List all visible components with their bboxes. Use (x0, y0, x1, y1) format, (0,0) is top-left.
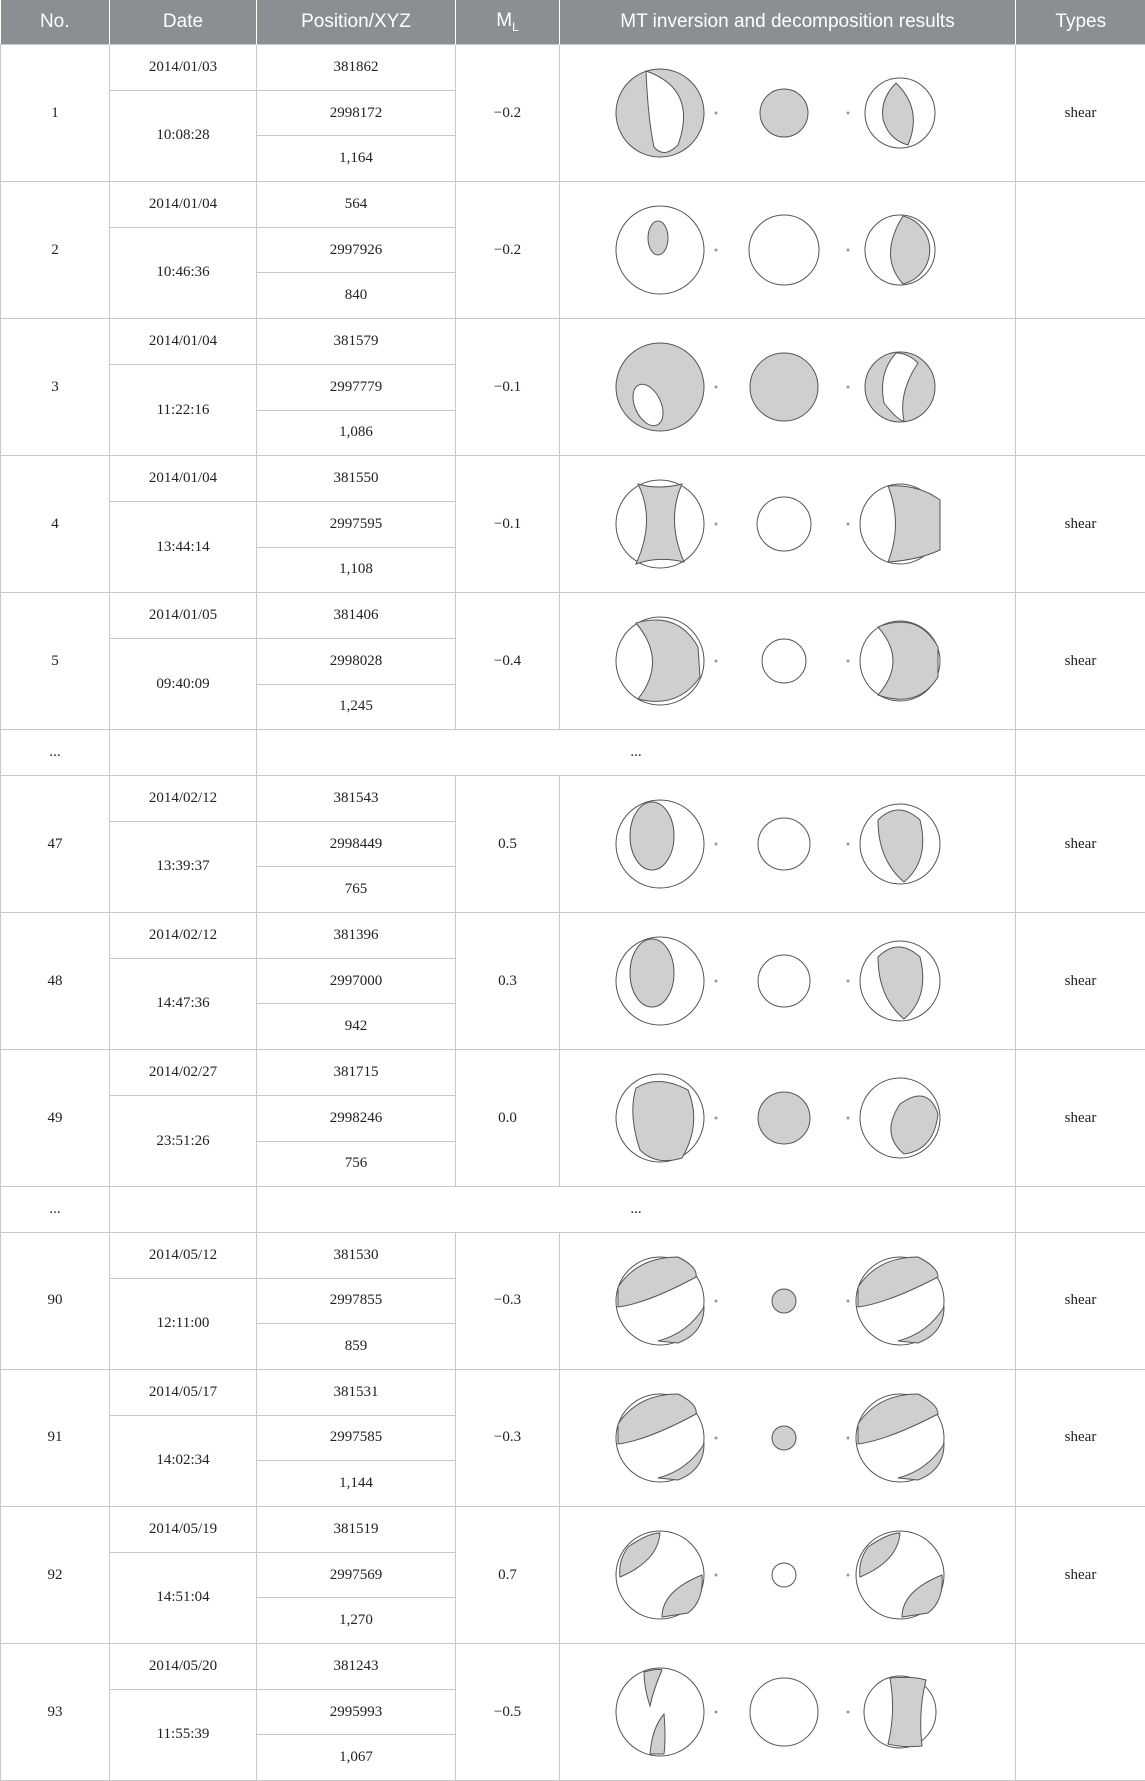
connector-dot (714, 249, 717, 252)
event-no: 48 (1, 913, 110, 1050)
position-x: 381579 (257, 319, 456, 365)
header-ml (456, 0, 560, 45)
event-ml: −0.1 (456, 319, 560, 456)
event-date: 2014/05/17 (110, 1369, 257, 1415)
event-ml: −0.5 (456, 1644, 560, 1781)
event-no: 92 (1, 1507, 110, 1644)
event-type: shear (1016, 1232, 1145, 1369)
event-time: 11:22:16 (110, 364, 257, 455)
beachball-figure (578, 186, 998, 314)
event-no: 2 (1, 182, 110, 319)
beachball-figure (578, 1648, 998, 1776)
position-z: 1,144 (257, 1461, 456, 1507)
event-type: shear (1016, 776, 1145, 913)
event-ml: −0.1 (456, 456, 560, 593)
position-z: 1,270 (257, 1598, 456, 1644)
connector-dot (714, 1299, 717, 1302)
event-time: 14:51:04 (110, 1552, 257, 1643)
position-y: 2998246 (257, 1095, 456, 1141)
ellipsis-no: ... (1, 1187, 110, 1233)
connector-dot (846, 386, 849, 389)
connector-dot (714, 1436, 717, 1439)
connector-dot (846, 843, 849, 846)
table-row (1, 913, 1145, 959)
event-type: shear (1016, 45, 1145, 182)
connector-dot (846, 1711, 849, 1714)
event-type: shear (1016, 1369, 1145, 1506)
connector-dot (714, 112, 717, 115)
mt-figure-cell (560, 1232, 1016, 1369)
event-ml: −0.3 (456, 1232, 560, 1369)
ellipsis-mt: ... (257, 1187, 1016, 1233)
position-y: 2997926 (257, 227, 456, 273)
mt-figure-cell (560, 1369, 1016, 1506)
header-types: Types (1016, 0, 1145, 45)
mt-figure-cell (560, 776, 1016, 913)
position-z: 1,086 (257, 410, 456, 456)
position-y: 2997585 (257, 1415, 456, 1461)
position-y: 2995993 (257, 1689, 456, 1735)
header-position: Position/XYZ (257, 0, 456, 45)
table-row (1, 776, 1145, 822)
position-z: 859 (257, 1324, 456, 1370)
position-x: 381396 (257, 913, 456, 959)
ellipsis-blank (1016, 730, 1145, 776)
position-z: 840 (257, 273, 456, 319)
position-y: 2998172 (257, 90, 456, 136)
event-date: 2014/02/12 (110, 776, 257, 822)
event-time: 14:02:34 (110, 1415, 257, 1506)
beachball-figure (578, 323, 998, 451)
connector-dot (846, 112, 849, 115)
table-row (1, 1507, 1145, 1553)
position-x: 564 (257, 182, 456, 228)
event-time: 09:40:09 (110, 638, 257, 729)
ellipsis-blank (110, 1187, 257, 1233)
connector-dot (714, 1711, 717, 1714)
position-x: 381715 (257, 1050, 456, 1096)
position-z: 1,067 (257, 1735, 456, 1781)
table-row (1, 319, 1145, 365)
event-ml: −0.4 (456, 593, 560, 730)
position-x: 381543 (257, 776, 456, 822)
position-z: 1,245 (257, 684, 456, 730)
event-date: 2014/01/03 (110, 45, 257, 91)
event-no: 4 (1, 456, 110, 593)
event-date: 2014/02/27 (110, 1050, 257, 1096)
position-z: 1,164 (257, 136, 456, 182)
event-time: 13:44:14 (110, 501, 257, 592)
header-ml-main: M (496, 10, 512, 31)
position-y: 2997855 (257, 1278, 456, 1324)
ellipsis-no: ... (1, 730, 110, 776)
event-time: 13:39:37 (110, 821, 257, 912)
event-date: 2014/01/04 (110, 182, 257, 228)
mt-figure-cell (560, 182, 1016, 319)
event-ml: −0.2 (456, 45, 560, 182)
position-z: 942 (257, 1004, 456, 1050)
header-row (1, 0, 1145, 45)
event-time: 11:55:39 (110, 1689, 257, 1780)
event-no: 90 (1, 1232, 110, 1369)
ellipsis-row (1, 730, 1145, 776)
event-ml: 0.3 (456, 913, 560, 1050)
connector-dot (846, 249, 849, 252)
event-no: 91 (1, 1369, 110, 1506)
event-date: 2014/01/05 (110, 593, 257, 639)
ellipsis-row (1, 1187, 1145, 1233)
position-x: 381530 (257, 1232, 456, 1278)
beachball-figure (578, 1511, 998, 1639)
connector-dot (714, 660, 717, 663)
mt-figure-cell (560, 45, 1016, 182)
beachball-figure (578, 1237, 998, 1365)
header-no: No. (1, 0, 110, 45)
event-date: 2014/05/12 (110, 1232, 257, 1278)
position-y: 2997595 (257, 501, 456, 547)
mt-figure-cell (560, 913, 1016, 1050)
table-row (1, 593, 1145, 639)
connector-dot (846, 660, 849, 663)
position-x: 381519 (257, 1507, 456, 1553)
connector-dot (714, 1574, 717, 1577)
connector-dot (846, 980, 849, 983)
beachball-figure (578, 49, 998, 177)
event-date: 2014/02/12 (110, 913, 257, 959)
position-z: 756 (257, 1141, 456, 1187)
ellipsis-mt: ... (257, 730, 1016, 776)
event-no: 1 (1, 45, 110, 182)
connector-dot (846, 1574, 849, 1577)
connector-dot (714, 1117, 717, 1120)
connector-dot (714, 980, 717, 983)
event-time: 14:47:36 (110, 958, 257, 1049)
event-type (1016, 182, 1145, 319)
mt-figure-cell (560, 1644, 1016, 1781)
header-date: Date (110, 0, 257, 45)
table-row (1, 182, 1145, 228)
event-date: 2014/01/04 (110, 319, 257, 365)
table-row (1, 1644, 1145, 1690)
event-date: 2014/05/19 (110, 1507, 257, 1553)
mt-figure-cell (560, 456, 1016, 593)
connector-dot (714, 523, 717, 526)
mt-figure-cell (560, 1507, 1016, 1644)
event-ml: −0.3 (456, 1369, 560, 1506)
event-type: shear (1016, 1050, 1145, 1187)
position-y: 2997000 (257, 958, 456, 1004)
mt-figure-cell (560, 319, 1016, 456)
event-time: 10:46:36 (110, 227, 257, 318)
position-x: 381550 (257, 456, 456, 502)
header-ml-sub: L (512, 20, 519, 34)
event-time: 12:11:00 (110, 1278, 257, 1369)
table-row (1, 1050, 1145, 1096)
table-row (1, 1232, 1145, 1278)
event-no: 93 (1, 1644, 110, 1781)
position-x: 381862 (257, 45, 456, 91)
position-x: 381243 (257, 1644, 456, 1690)
event-type: shear (1016, 593, 1145, 730)
mt-figure-cell (560, 1050, 1016, 1187)
event-ml: −0.2 (456, 182, 560, 319)
position-y: 2997569 (257, 1552, 456, 1598)
mt-figure-cell (560, 593, 1016, 730)
beachball-figure (578, 917, 998, 1045)
position-x: 381531 (257, 1369, 456, 1415)
connector-dot (714, 386, 717, 389)
connector-dot (846, 523, 849, 526)
event-ml: 0.7 (456, 1507, 560, 1644)
position-y: 2998449 (257, 821, 456, 867)
beachball-figure (578, 1374, 998, 1502)
event-no: 49 (1, 1050, 110, 1187)
event-type: shear (1016, 1507, 1145, 1644)
connector-dot (846, 1299, 849, 1302)
event-type (1016, 319, 1145, 456)
header-mt: MT inversion and decomposition results (560, 0, 1016, 45)
event-ml: 0.0 (456, 1050, 560, 1187)
beachball-figure (578, 1054, 998, 1182)
position-z: 765 (257, 867, 456, 913)
beachball-figure (578, 780, 998, 908)
table-row (1, 456, 1145, 502)
event-time: 23:51:26 (110, 1095, 257, 1186)
event-type: shear (1016, 913, 1145, 1050)
position-x: 381406 (257, 593, 456, 639)
event-no: 47 (1, 776, 110, 913)
event-time: 10:08:28 (110, 90, 257, 181)
event-no: 5 (1, 593, 110, 730)
ellipsis-blank (1016, 1187, 1145, 1233)
event-type (1016, 1644, 1145, 1781)
position-y: 2998028 (257, 638, 456, 684)
event-date: 2014/05/20 (110, 1644, 257, 1690)
ellipsis-blank (110, 730, 257, 776)
table-row (1, 45, 1145, 91)
event-type: shear (1016, 456, 1145, 593)
event-date: 2014/01/04 (110, 456, 257, 502)
event-no: 3 (1, 319, 110, 456)
position-z: 1,108 (257, 547, 456, 593)
beachball-figure (578, 597, 998, 725)
event-ml: 0.5 (456, 776, 560, 913)
position-y: 2997779 (257, 364, 456, 410)
beachball-figure (578, 460, 998, 588)
connector-dot (714, 843, 717, 846)
connector-dot (846, 1436, 849, 1439)
connector-dot (846, 1117, 849, 1120)
table-row (1, 1369, 1145, 1415)
